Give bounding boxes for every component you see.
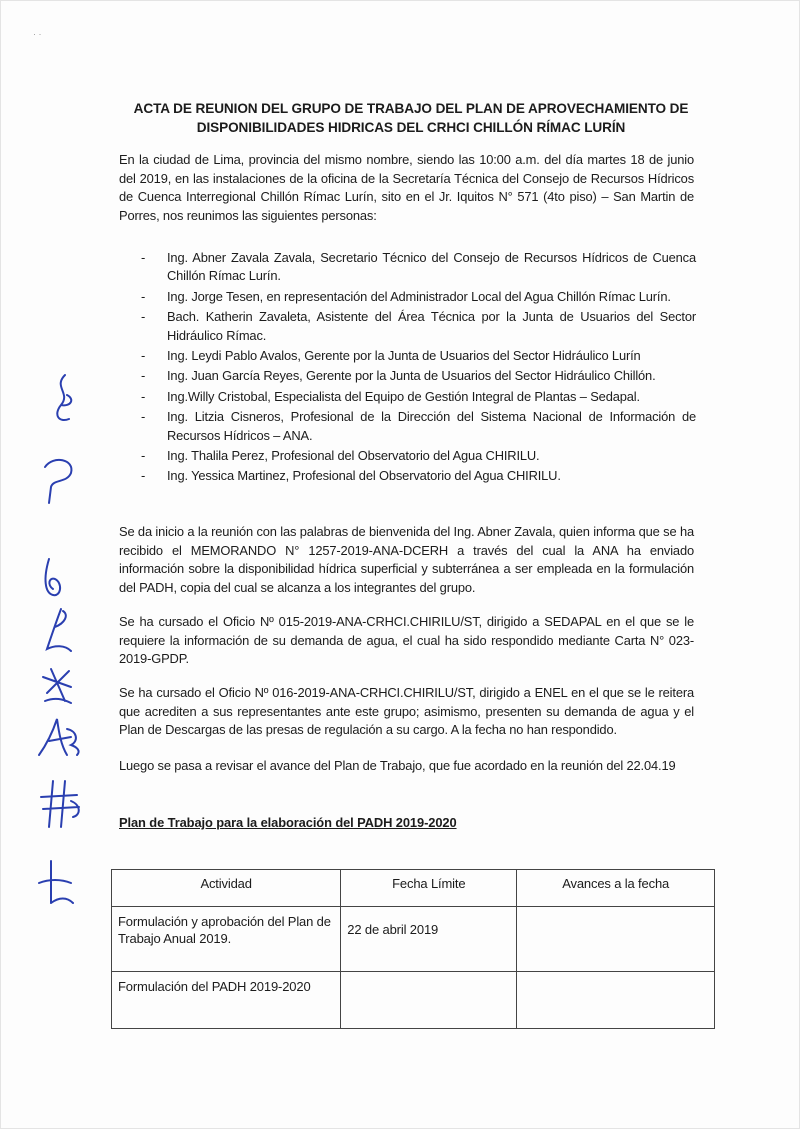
signature-mark: [31, 601, 91, 661]
list-dash: -: [141, 250, 146, 265]
corner-marks: · ·: [33, 29, 42, 39]
list-dash: -: [141, 468, 146, 484]
attendee-text: Ing. Litzia Cisneros, Profesional de la Dirección del Sistema Nacional de Información de Recursos Hídricos – ANA.: [167, 409, 696, 443]
signature-mark: [31, 369, 91, 429]
paragraph-memorandum: Se da inicio a la reunión con las palabras de bienvenida del Ing. Abner Zavala, quien informa que se ha recibido el MEMORANDO N° 1257-2019-ANA-DCERH a través del cual la ANA ha enviado información sobre la disponibilidad hídrica superficial y subterránea a ser empleada en la formulación del PADH, copia del cual se alcanza a los integrantes del grupo.: [119, 524, 694, 595]
table-cell: Formulación del PADH 2019-2020: [112, 972, 341, 1029]
signature-mark: [31, 657, 91, 717]
table-cell: [517, 907, 715, 972]
attendee-text: Ing. Thalila Perez, Profesional del Observatorio del Agua CHIRILU.: [167, 448, 540, 464]
paragraph-oficio-sedapal: Se ha cursado el Oficio Nº 015-2019-ANA-CRHCI.CHIRILU/ST, dirigido a SEDAPAL en el que se le requiere la información de su demanda de agua, el cual ha sido respondido mediante Carta N° 023-2019-GPDP.: [119, 614, 694, 667]
list-item: [141, 447, 696, 465]
list-item: [141, 367, 696, 385]
plan-table: [111, 869, 715, 1029]
signature-mark: [31, 853, 91, 913]
document-title: [111, 99, 711, 137]
table-header-row: [112, 870, 715, 907]
list-item: [141, 408, 696, 445]
table-cell: [341, 972, 517, 1029]
attendee-text: Ing. Jorge Tesen, en representación del Administrador Local del Agua Chillón Rímac Lurín.: [167, 288, 671, 304]
attendee-list: [141, 249, 696, 488]
attendee-text: Ing. Abner Zavala Zavala, Secretario Técnico del Consejo de Recursos Hídricos de Cuenca Chillón Rímac Lurín.: [167, 250, 696, 284]
table-row: [112, 907, 715, 972]
list-dash: -: [141, 288, 146, 304]
list-dash: -: [141, 388, 146, 404]
signature-mark: [31, 449, 91, 509]
list-item: [141, 288, 696, 306]
list-item: [141, 347, 696, 365]
list-dash: -: [141, 448, 146, 464]
title-line-1: ACTA DE REUNION DEL GRUPO DE TRABAJO DEL PLAN DE APROVECHAMIENTO DE: [133, 101, 689, 116]
table-cell: 22 de abril 2019: [341, 907, 517, 972]
table-row: [112, 972, 715, 1029]
list-dash: -: [141, 409, 146, 425]
table-cell: [517, 972, 715, 1029]
list-dash: -: [141, 368, 146, 384]
signature-mark: [31, 711, 91, 771]
signature-mark: [31, 771, 91, 835]
attendee-text: Bach. Katherin Zavaleta, Asistente del Área Técnica por la Junta de Usuarios del Sector Hidráulico Rímac.: [167, 309, 696, 343]
section-title: Plan de Trabajo para la elaboración del PADH 2019-2020: [119, 815, 457, 830]
title-line-2: DISPONIBILIDADES HIDRICAS DEL CRHCI CHILLÓN RÍMAC LURÍN: [196, 120, 626, 135]
header-actividad: Actividad: [112, 870, 341, 907]
attendee-text: Ing. Leydi Pablo Avalos, Gerente por la Junta de Usuarios del Sector Hidráulico Lurín: [167, 348, 641, 364]
paragraph-plan-review: Luego se pasa a revisar el avance del Plan de Trabajo, que fue acordado en la reunión del 22.04.19: [119, 758, 676, 773]
attendee-text: Ing. Yessica Martinez, Profesional del Observatorio del Agua CHIRILU.: [167, 468, 561, 484]
paragraph-oficio-enel: Se ha cursado el Oficio Nº 016-2019-ANA-CRHCI.CHIRILU/ST, dirigido a ENEL en el que se le reitera que acrediten a sus representantes ante este grupo; asimismo, presenten su demanda de agua y el Plan de Descargas de las presas de regulación a su cargo. A la fecha no han respondido.: [119, 685, 694, 738]
list-item: [141, 308, 696, 345]
attendee-text: Ing. Juan García Reyes, Gerente por la Junta de Usuarios del Sector Hidráulico Chillón.: [167, 368, 656, 384]
list-item: [141, 388, 696, 406]
list-dash: -: [141, 309, 146, 325]
header-fecha-limite: Fecha Límite: [341, 870, 517, 907]
list-item: [141, 467, 696, 485]
header-avances: Avances a la fecha: [517, 870, 715, 907]
table-cell: Formulación y aprobación del Plan de Trabajo Anual 2019.: [112, 907, 341, 972]
list-dash: -: [141, 348, 146, 364]
attendee-text: Ing.Willy Cristobal, Especialista del Equipo de Gestión Integral de Plantas – Sedapal.: [167, 388, 640, 404]
intro-paragraph: En la ciudad de Lima, provincia del mismo nombre, siendo las 10:00 a.m. del día martes 18 de junio del 2019, en las instalaciones de la oficina de la Secretaría Técnica del Consejo de Recursos Hídricos de Cuenca Interregional Chillón Rímac Lurín, sito en el Jr. Iquitos N° 571 (4to piso) – San Martin de Porres, nos reunimos las siguientes personas:: [119, 152, 694, 223]
signature-mark: [31, 549, 91, 609]
list-item: [141, 249, 696, 286]
